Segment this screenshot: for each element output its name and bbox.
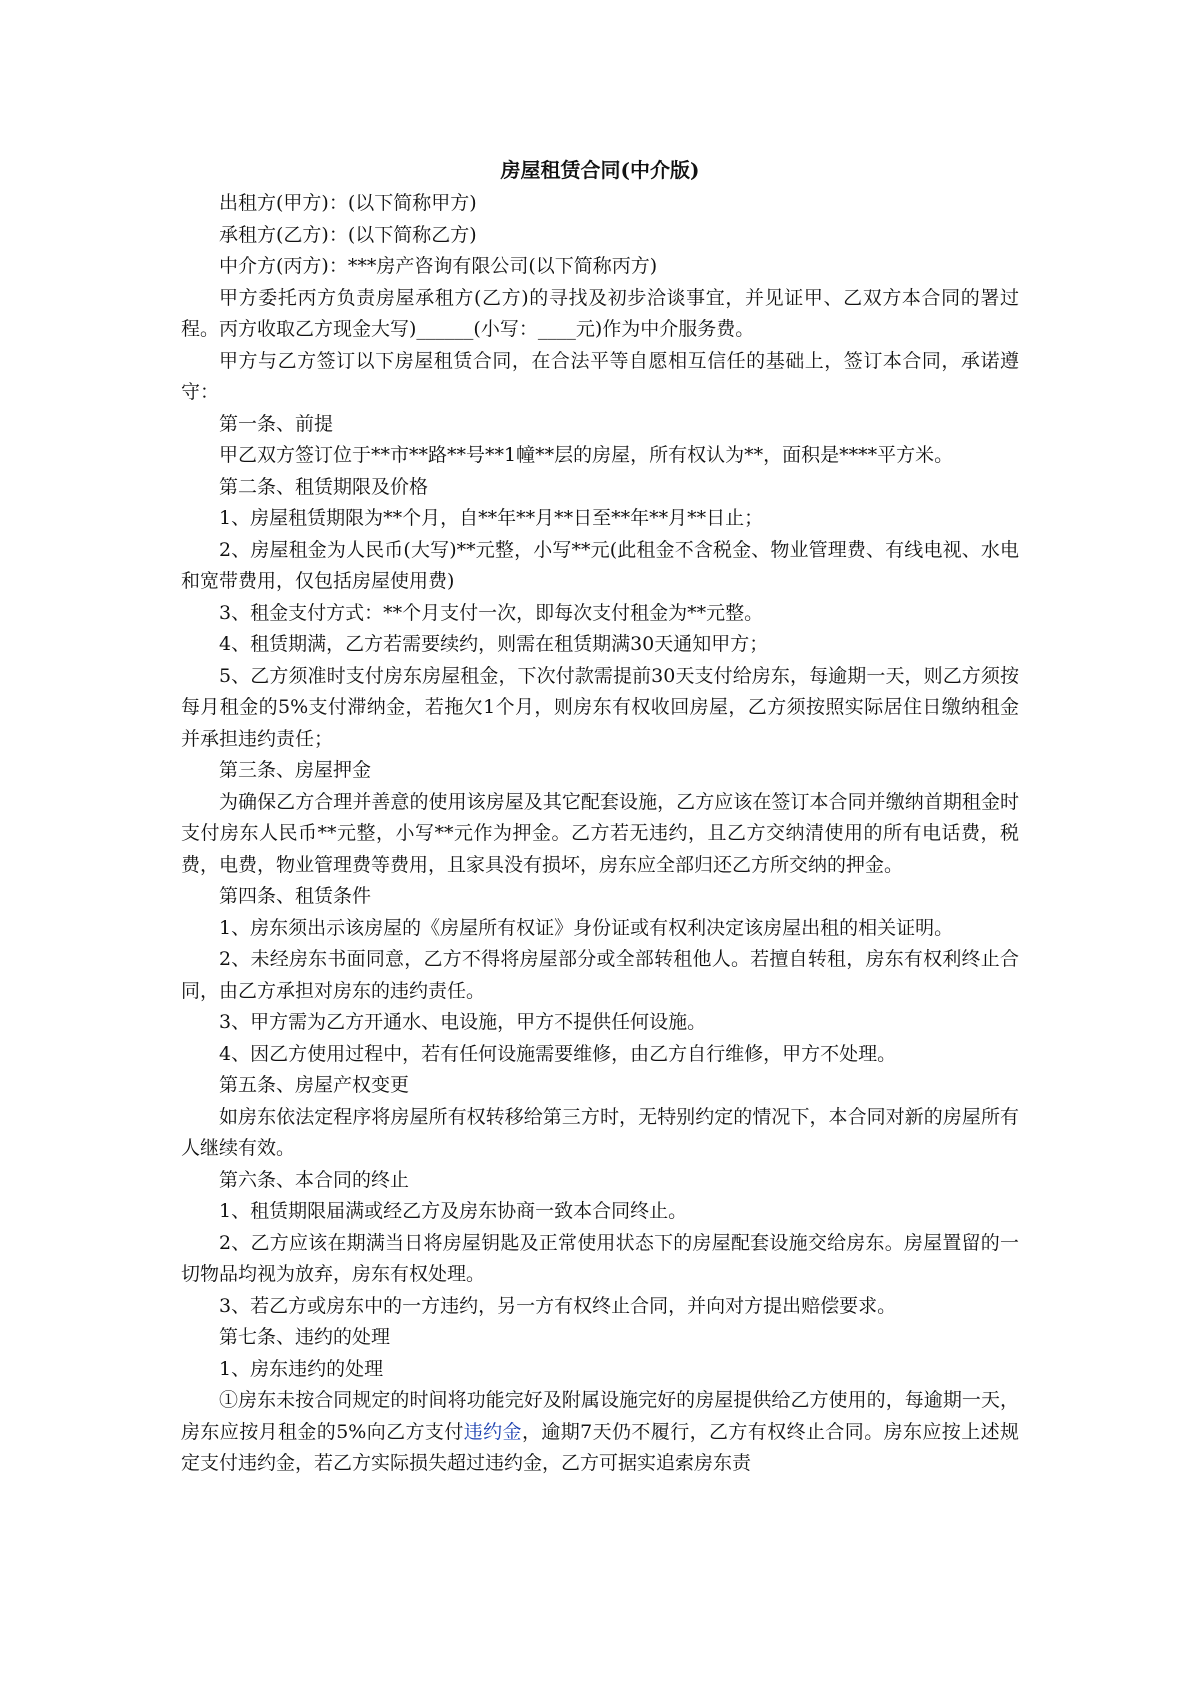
article-item: 1、租赁期限届满或经乙方及房东协商一致本合同终止。 — [219, 1200, 688, 1222]
article-item: 3、若乙方或房东中的一方违约，另一方有权终止合同，并向对方提出赔偿要求。 — [219, 1294, 897, 1317]
article-paragraph — [181, 1385, 1019, 1480]
article-paragraph: 为确保乙方合理并善意的使用该房屋及其它配套设施，乙方应该在签订本合同并缴纳首期租金时支付房东人民币**元整，小写**元作为押金。乙方若无违约，且乙方交纳清使用的所有电话费，税费，电费，物业管理费等费用，且家具没有损坏，房东应全部归还乙方所交纳的押金。 — [181, 790, 1019, 876]
article-heading: 第一条、前提 — [219, 412, 334, 435]
penalty-link[interactable]: 违约金 — [463, 1420, 522, 1443]
article-heading: 第四条、租赁条件 — [219, 885, 372, 907]
article-item: 2、乙方应该在期满当日将房屋钥匙及正常使用状态下的房屋配套设施交给房东。房屋置留的一切物品均视为放弃，房东有权处理。 — [181, 1231, 1019, 1285]
article-paragraph: 甲乙双方签订位于**市**路**号**1幢**层的房屋，所有权认为**，面积是****平方米。 — [219, 444, 954, 466]
article-item: 3、甲方需为乙方开通水、电设施，甲方不提供任何设施。 — [219, 1011, 707, 1033]
document-title: 房屋租赁合同(中介版) — [500, 158, 700, 182]
article-heading: 第七条、违约的处理 — [219, 1326, 391, 1348]
agent-line: 中介方(丙方)：***房产咨询有限公司(以下简称丙方) — [219, 255, 658, 277]
article-heading: 第二条、租赁期限及价格 — [219, 475, 429, 498]
article-item: 2、未经房东书面同意，乙方不得将房屋部分或全部转租他人。若擅自转租，房东有权利终止合同，由乙方承担对房东的违约责任。 — [181, 948, 1019, 1002]
intro-paragraph: 甲方与乙方签订以下房屋租赁合同，在合法平等自愿相互信任的基础上，签订本合同，承诺遵守： — [181, 349, 1019, 403]
article-item: 4、因乙方使用过程中，若有任何设施需要维修，由乙方自行维修，甲方不处理。 — [219, 1042, 897, 1065]
article-heading: 第三条、房屋押金 — [219, 759, 372, 781]
article-item: 3、租金支付方式：**个月支付一次，即每次支付租金为**元整。 — [219, 601, 764, 624]
article-item: 4、租赁期满，乙方若需要续约，则需在租赁期满30天通知甲方； — [219, 633, 769, 655]
lessor-line: 出租方(甲方)：(以下简称甲方) — [219, 192, 477, 214]
article-paragraph: 如房东依法定程序将房屋所有权转移给第三方时，无特别约定的情况下，本合同对新的房屋所有人继续有效。 — [181, 1105, 1019, 1159]
article-item: 1、房屋租赁期限为**个月，自**年**月**日至**年**月**日止； — [219, 507, 764, 529]
article-item: 1、房东须出示该房屋的《房屋所有权证》身份证或有权利决定该房屋出租的相关证明。 — [219, 916, 954, 939]
clause-text: ，逾期7天仍不履行，乙方有权终止合同。房东应按上述规定支付违约金，若乙方实际损失超过违约金，乙方可据实追索房东责 — [181, 1420, 1019, 1474]
article-item: 2、房屋租金为人民币(大写)**元整，小写**元(此租金不含税金、物业管理费、有线电视、水电和宽带费用，仅包括房屋使用费) — [181, 538, 1019, 592]
article-heading: 第六条、本合同的终止 — [219, 1168, 410, 1191]
lessee-line: 承租方(乙方)：(以下简称乙方) — [219, 223, 477, 246]
clause-text: ①房东未按合同规定的时间将功能完好及附属设施完好的房屋提供给乙方使用的，每逾期一天，房东应按月租金的5%向乙方支付 — [181, 1389, 1019, 1443]
article-heading: 第五条、房屋产权变更 — [219, 1074, 410, 1096]
contract-page — [181, 152, 1019, 1480]
intro-paragraph: 甲方委托丙方负责房屋承租方(乙方)的寻找及初步洽谈事宜，并见证甲、乙双方本合同的署过程。丙方收取乙方现金大写)______(小写：____元)作为中介服务费。 — [181, 286, 1019, 340]
article-subheading: 1、房东违约的处理 — [219, 1357, 384, 1380]
article-item: 5、乙方须准时支付房东房屋租金，下次付款需提前30天支付给房东，每逾期一天，则乙方须按每月租金的5%支付滞纳金，若拖欠1个月，则房东有权收回房屋，乙方须按照实际居住日缴纳租金并承担违约责任； — [181, 664, 1019, 750]
